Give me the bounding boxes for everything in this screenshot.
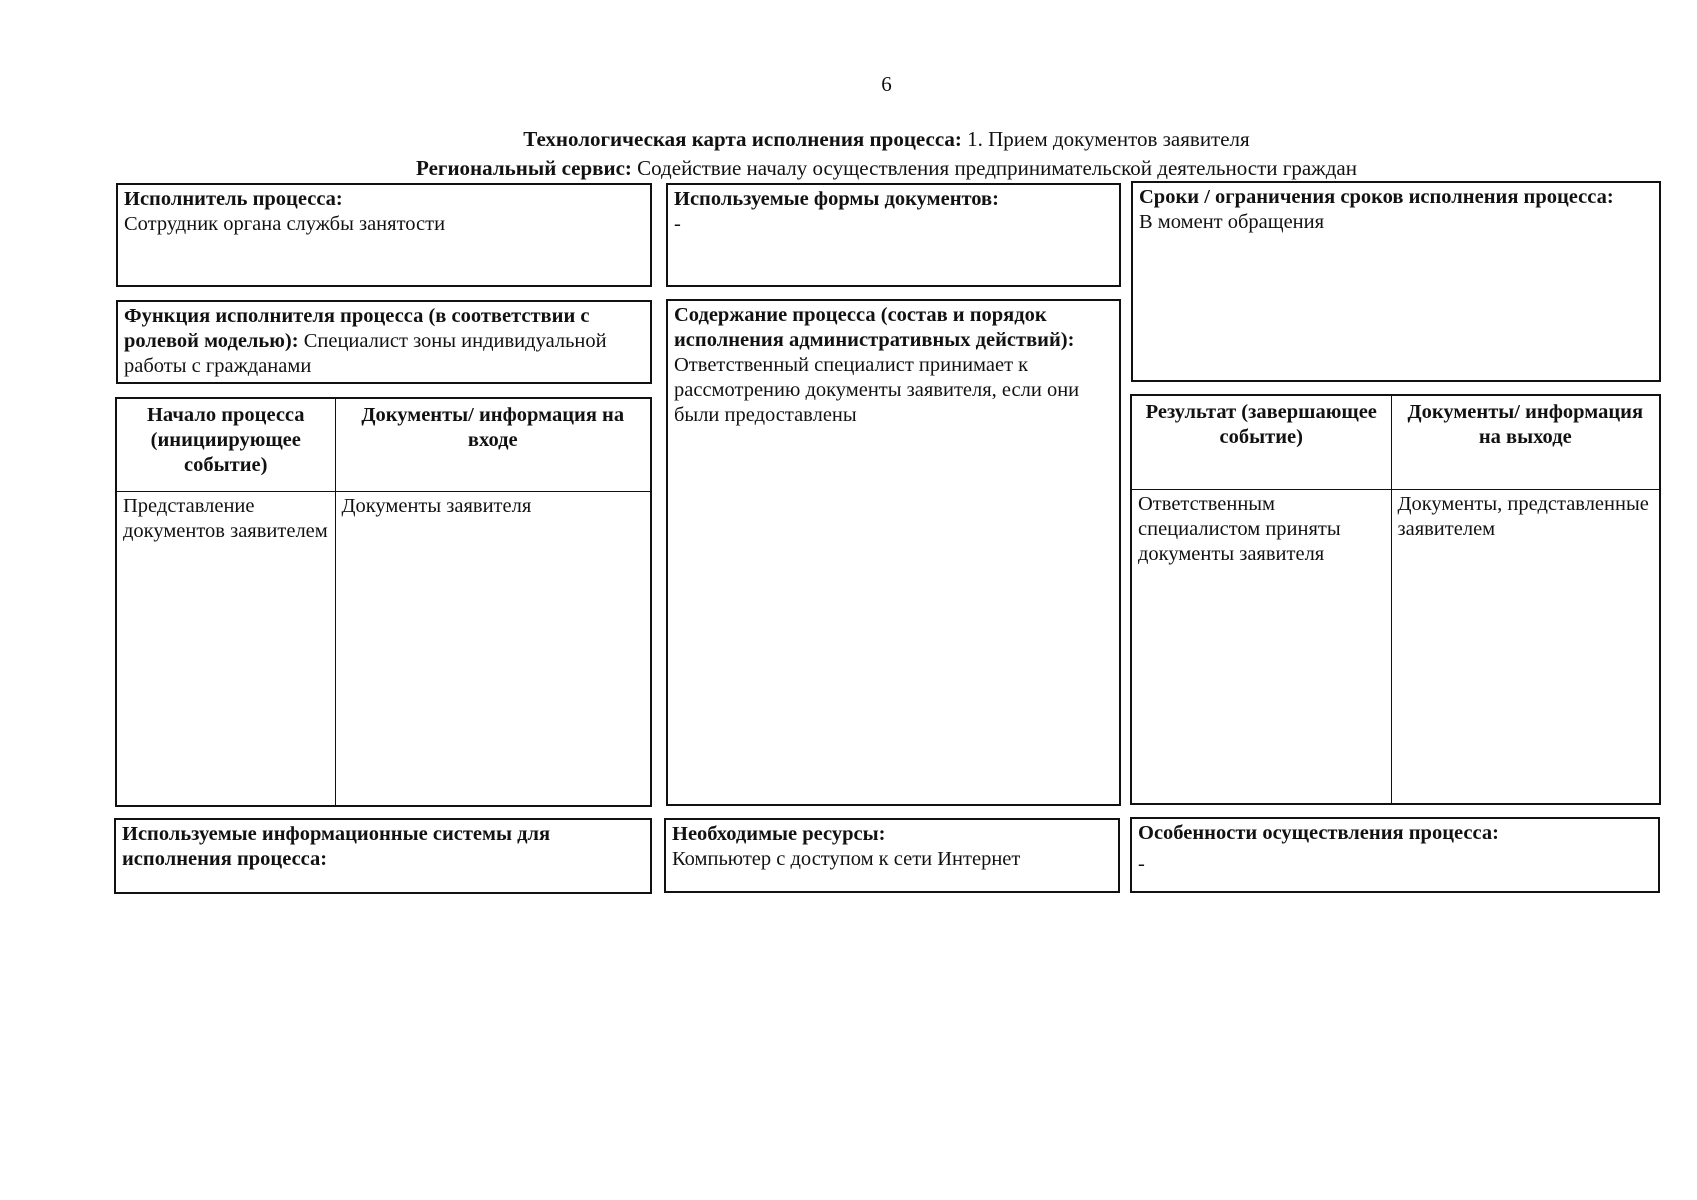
input-cell-documents: Документы заявителя: [335, 491, 650, 805]
function-label: Функция исполнителя процесса (в соответствии с ролевой моделью):: [124, 305, 590, 352]
resources-label: Необходимые ресурсы:: [672, 823, 886, 845]
performer-box: [116, 183, 652, 287]
output-table-box: [1130, 394, 1661, 805]
title-value: 1. Прием документов заявителя: [967, 127, 1250, 151]
input-table-box: [115, 397, 652, 807]
content-label: Содержание процесса (состав и порядок исполнения административных действий):: [674, 304, 1075, 351]
output-cell-documents: Документы, представленные заявителем: [1391, 489, 1659, 803]
systems-label: Используемые информационные системы для исполнения процесса:: [122, 823, 551, 870]
content-value: Ответственный специалист принимает к рассмотрению документы заявителя, если они были предоставлены: [674, 354, 1080, 426]
features-label: Особенности осуществления процесса:: [1138, 822, 1499, 844]
deadlines-box: [1131, 181, 1661, 382]
page-number: 6: [881, 72, 892, 96]
features-value: -: [1138, 853, 1145, 875]
function-value: Специалист зоны индивидуальной работы с гражданами: [124, 330, 607, 377]
output-table: [1132, 396, 1659, 803]
performer-value: Сотрудник органа службы занятости: [124, 213, 446, 235]
input-table: [117, 399, 650, 805]
document-subtitle: [0, 156, 1697, 181]
function-box: [116, 300, 652, 384]
resources-box: [664, 818, 1120, 893]
input-cell-start: Представление документов заявителем: [117, 491, 335, 805]
forms-value: -: [674, 213, 681, 235]
deadlines-label: Сроки / ограничения сроков исполнения процесса:: [1139, 186, 1614, 208]
systems-box: [114, 818, 652, 894]
content-box: [666, 299, 1121, 806]
output-header-result: Результат (завершающее событие): [1132, 396, 1391, 489]
subtitle-label: Региональный сервис:: [416, 156, 632, 180]
deadlines-value: В момент обращения: [1139, 211, 1325, 233]
subtitle-value: Содействие началу осуществления предпринимательской деятельности граждан: [637, 156, 1357, 180]
input-header-documents: Документы/ информация на входе: [335, 399, 650, 491]
input-header-start: Начало процесса (инициирующее событие): [117, 399, 335, 491]
performer-label: Исполнитель процесса:: [124, 188, 343, 210]
output-header-documents: Документы/ информация на выходе: [1391, 396, 1659, 489]
document-title: [0, 127, 1697, 152]
output-cell-result: Ответственным специалистом приняты документы заявителя: [1132, 489, 1391, 803]
title-label: Технологическая карта исполнения процесса:: [523, 127, 962, 151]
resources-value: Компьютер с доступом к сети Интернет: [672, 848, 1021, 870]
features-box: [1130, 817, 1660, 893]
forms-box: [666, 183, 1121, 287]
forms-label: Используемые формы документов:: [674, 188, 999, 210]
